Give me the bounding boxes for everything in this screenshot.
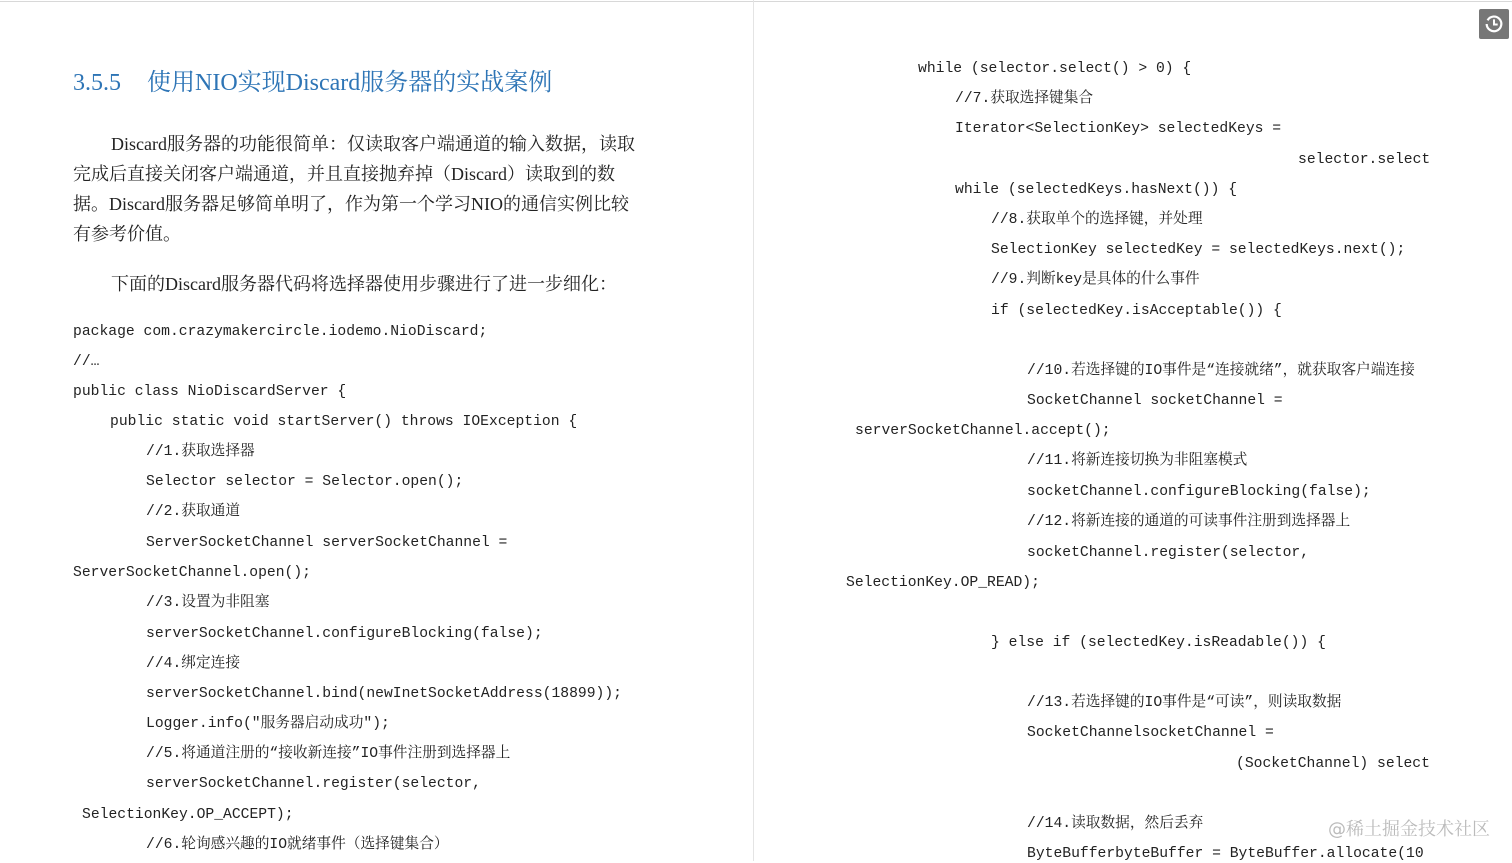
top-border	[0, 1, 1512, 2]
code-line: if (selectedKey.isAcceptable()) {	[991, 303, 1282, 319]
code-comment: //5.将通道注册的“接收新连接”IO事件注册到选择器上	[146, 746, 511, 762]
section-title: 使用NIO实现Discard服务器的实战案例	[147, 70, 553, 96]
code-line: Logger.info("服务器启动成功");	[146, 716, 390, 732]
section-heading	[73, 62, 552, 97]
code-comment: //12.将新连接的通道的可读事件注册到选择器上	[1027, 514, 1351, 530]
code-line: public static void startServer() throws IOException {	[110, 414, 578, 430]
code-line: while (selector.select() > 0) {	[918, 61, 1192, 77]
code-line: SelectionKey.OP_READ);	[846, 575, 1040, 591]
code-comment: //7.获取选择键集合	[955, 91, 1094, 107]
code-line: selector.select	[1298, 152, 1431, 168]
paragraph-line: 下面的Discard服务器代码将选择器使用步骤进行了进一步细化：	[111, 274, 617, 294]
code-line: Iterator<SelectionKey> selectedKeys =	[955, 121, 1282, 137]
code-line: serverSocketChannel.bind(newInetSocketAddress(18899));	[146, 686, 622, 702]
paragraph-line: 完成后直接关闭客户端通道，并且直接抛弃掉（Discard）读取到的数	[73, 164, 615, 184]
paragraph-line: 据。Discard服务器足够简单明了，作为第一个学习NIO的通信实例比较	[73, 194, 629, 214]
paragraph-line: Discard服务器的功能很简单：仅读取客户端通道的输入数据，读取	[111, 134, 635, 154]
code-line: Selector selector = Selector.open();	[146, 474, 464, 490]
code-comment: //3.设置为非阻塞	[146, 595, 270, 611]
code-line: ServerSocketChannel serverSocketChannel =	[146, 535, 508, 551]
paragraph-line: 有参考价值。	[73, 224, 181, 244]
code-line: socketChannel.register(selector,	[1027, 545, 1310, 561]
code-line: //…	[73, 354, 100, 370]
code-comment: //11.将新连接切换为非阻塞模式	[1027, 453, 1248, 469]
code-line: SelectionKey.OP_ACCEPT);	[82, 807, 294, 823]
code-comment: //8.获取单个的选择键，并处理	[991, 212, 1203, 228]
code-line: SocketChannelsocketChannel =	[1027, 725, 1274, 741]
section-number: 3.5.5	[73, 70, 121, 96]
code-comment: //14.读取数据，然后丢弃	[1027, 816, 1204, 832]
code-comment: //10.若选择键的IO事件是“连接就绪”，就获取客户端连接	[1027, 363, 1415, 379]
page-divider	[753, 0, 754, 861]
code-line: SocketChannel socketChannel =	[1027, 393, 1283, 409]
code-comment: //4.绑定连接	[146, 656, 241, 672]
code-line: ByteBufferbyteBuffer = ByteBuffer.allocate(10	[1027, 846, 1424, 862]
code-line: SelectionKey selectedKey = selectedKeys.next();	[991, 242, 1406, 258]
code-comment: //6.轮询感兴趣的IO就绪事件（选择键集合）	[146, 837, 449, 853]
code-comment: //2.获取通道	[146, 504, 241, 520]
watermark: @稀土掘金技术社区	[1328, 819, 1490, 840]
code-line: serverSocketChannel.accept();	[855, 423, 1111, 439]
code-line: serverSocketChannel.register(selector,	[146, 776, 481, 792]
code-line: socketChannel.configureBlocking(false);	[1027, 484, 1371, 500]
code-line: } else if (selectedKey.isReadable()) {	[991, 635, 1326, 651]
history-clock-icon	[1483, 13, 1505, 35]
history-button[interactable]	[1479, 9, 1509, 39]
code-intro-paragraph	[73, 269, 673, 299]
code-line: while (selectedKeys.hasNext()) {	[955, 182, 1238, 198]
intro-paragraph	[73, 129, 673, 249]
code-line: public class NioDiscardServer {	[73, 384, 347, 400]
code-line: ServerSocketChannel.open();	[73, 565, 311, 581]
code-line: package com.crazymakercircle.iodemo.NioDiscard;	[73, 324, 488, 340]
code-line: (SocketChannel) select	[1236, 756, 1430, 772]
code-comment: //9.判断key是具体的什么事件	[991, 272, 1200, 288]
code-comment: //13.若选择键的IO事件是“可读”，则读取数据	[1027, 695, 1342, 711]
code-comment: //1.获取选择器	[146, 444, 255, 460]
code-line: serverSocketChannel.configureBlocking(false);	[146, 626, 543, 642]
